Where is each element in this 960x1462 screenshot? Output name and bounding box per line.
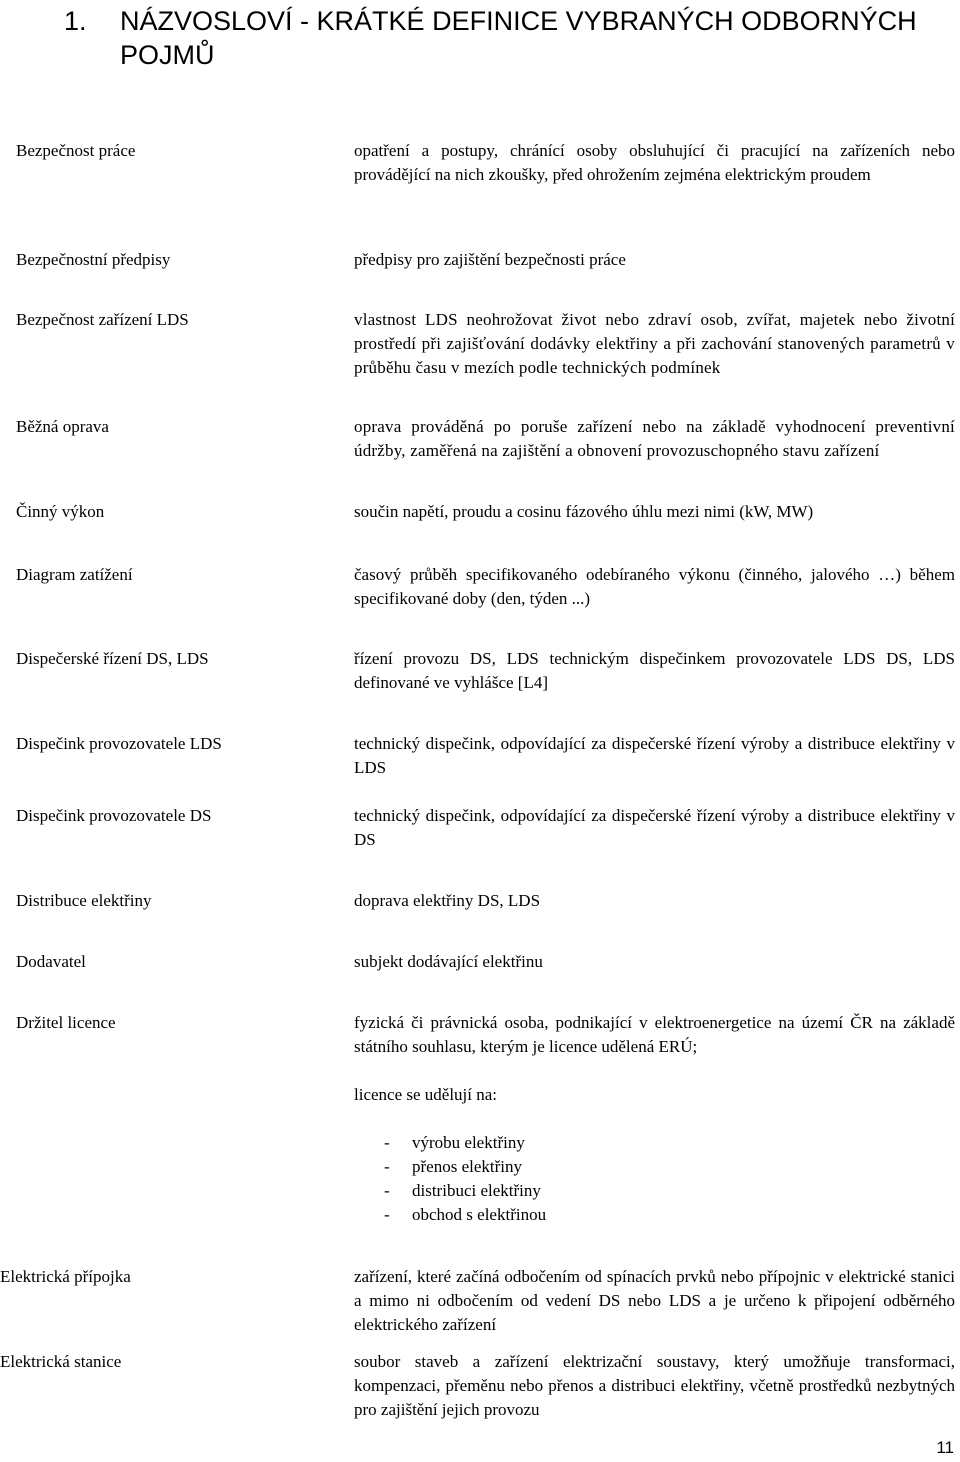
term: Dispečerské řízení DS, LDS bbox=[16, 649, 209, 668]
definition: řízení provozu DS, LDS technickým dispečinkem provozovatele LDS DS, LDS definované ve vyhlášce [L4] bbox=[354, 649, 955, 692]
term: Dispečink provozovatele LDS bbox=[16, 734, 222, 753]
term: Elektrická stanice bbox=[0, 1352, 122, 1371]
definition: oprava prováděná po poruše zařízení nebo na základě vyhodnocení preventivní údržby, zaměřená na zajištění a obnovení provozuschopného stavu zařízení bbox=[354, 417, 955, 460]
list-item: - distribuci elektřiny bbox=[384, 1179, 546, 1203]
definition: soubor staveb a zařízení elektrizační soustavy, který umožňuje transformaci, kompenzaci, přeměnu nebo přenos a distribuci elektřiny, včetně prostředků nezbytných pro zajištění jejich provozu bbox=[354, 1352, 955, 1419]
definition: předpisy pro zajištění bezpečnosti práce bbox=[354, 250, 626, 269]
term: Dispečink provozovatele DS bbox=[16, 806, 212, 825]
definition: subjekt dodávající elektřinu bbox=[354, 952, 543, 971]
page-number: 11 bbox=[936, 1438, 954, 1457]
definition: vlastnost LDS neohrožovat život nebo zdraví osob, zvířat, majetek nebo životní prostředí při zajišťování dodávky elektřiny a při zachování stanovených parametrů v průběhu času v mezích podle technických podmínek bbox=[354, 310, 955, 377]
term: Bezpečnost práce bbox=[16, 141, 136, 160]
definition: fyzická či právnická osoba, podnikající v elektroenergetice na území ČR na základě státního souhlasu, kterým je licence udělená ERÚ; bbox=[354, 1013, 955, 1056]
term: Bezpečnostní předpisy bbox=[16, 250, 171, 269]
definition: časový průběh specifikovaného odebíraného výkonu (činného, jalového …) během specifikované doby (den, týden ...) bbox=[354, 565, 955, 608]
term: Držitel licence bbox=[16, 1013, 116, 1032]
definition: součin napětí, proudu a cosinu fázového úhlu mezi nimi (kW, MW) bbox=[354, 502, 814, 521]
section-number: 1. bbox=[64, 6, 87, 36]
term: Činný výkon bbox=[16, 502, 105, 521]
definition: opatření a postupy, chránící osoby obsluhující či pracující na zařízeních nebo provádějící na nich zkoušky, před ohrožením zejména elektrickým proudem bbox=[354, 141, 955, 184]
definition: technický dispečink, odpovídající za dispečerské řízení výroby a distribuce elektřiny v DS bbox=[354, 806, 955, 849]
term: Elektrická přípojka bbox=[0, 1267, 131, 1286]
term: Dodavatel bbox=[16, 952, 86, 971]
list-item: - přenos elektřiny bbox=[384, 1155, 546, 1179]
term: Distribuce elektřiny bbox=[16, 891, 152, 910]
term: Diagram zatížení bbox=[16, 565, 133, 584]
list-item: - obchod s elektřinou bbox=[384, 1203, 546, 1227]
licence-intro: licence se udělují na: bbox=[354, 1085, 498, 1104]
section-title: NÁZVOSLOVÍ - KRÁTKÉ DEFINICE VYBRANÝCH ODBORNÝCH POJMŮ bbox=[120, 6, 917, 70]
list-item: - výrobu elektřiny bbox=[384, 1131, 546, 1155]
definition: technický dispečink, odpovídající za dispečerské řízení výroby a distribuce elektřiny v LDS bbox=[354, 734, 955, 777]
term: Běžná oprava bbox=[16, 417, 109, 436]
definition: zařízení, které začíná odbočením od spínacích prvků nebo přípojnic v elektrické stanici a mimo ni odbočením od vedení DS nebo LDS a je určeno k připojení odběrného elektrického zařízení bbox=[354, 1267, 955, 1334]
term: Bezpečnost zařízení LDS bbox=[16, 310, 189, 329]
definition: doprava elektřiny DS, LDS bbox=[354, 891, 541, 910]
licence-list bbox=[384, 1131, 546, 1227]
